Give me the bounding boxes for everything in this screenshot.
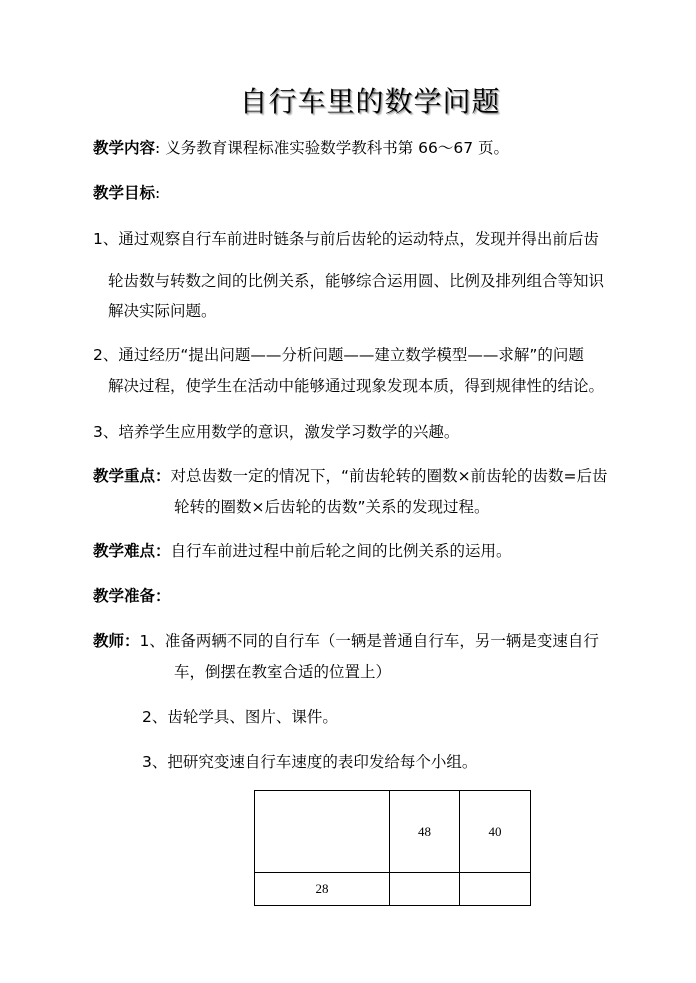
objective-2-line-1: 2、通过经历“提出问题——分析问题——建立数学模型——求解”的问题 (93, 346, 584, 364)
teacher-item-3: 3、把研究变速自行车速度的表印发给每个小组。 (142, 753, 478, 771)
teacher-item-1-line-1: 1、准备两辆不同的自行车（一辆是普通自行车，另一辆是变速自行 (139, 632, 599, 650)
document-title: 自行车里的数学问题 (239, 85, 501, 118)
key-point-sep: ： (155, 467, 171, 485)
objective-3-line-1: 3、培养学生应用数学的意识，激发学习数学的兴趣。 (93, 423, 460, 441)
table-cell (390, 873, 460, 906)
objectives-heading (93, 182, 160, 204)
key-point-label: 教学重点 (93, 467, 156, 485)
table-cell: 28 (255, 873, 390, 906)
objective-2-line-2: 解决过程，使学生在活动中能够通过现象发现本质，得到规律性的结论。 (108, 377, 605, 395)
preparation-label: 教学准备 (93, 587, 156, 605)
table-cell (255, 791, 390, 873)
teacher-item-2: 2、齿轮学具、图片、课件。 (142, 708, 338, 726)
difficulty-sep: ： (155, 542, 171, 560)
difficulty-text: 自行车前进过程中前后轮之间的比例关系的运用。 (170, 542, 512, 560)
objectives-sep: : (155, 184, 161, 202)
table-cell: 48 (390, 791, 460, 873)
teacher-label: 教师 (93, 632, 125, 650)
table-cell: 40 (460, 791, 531, 873)
objective-1-line-3: 解决实际问题。 (108, 302, 217, 320)
teacher-item-1-line-2: 车，倒摆在教室合适的位置上） (174, 663, 392, 681)
speed-table (254, 790, 531, 906)
teaching-content-sep: : (155, 139, 161, 157)
table-row (255, 791, 531, 873)
teacher-item-1 (93, 630, 599, 652)
teacher-sep: ： (124, 632, 140, 650)
difficulty (93, 540, 512, 562)
key-point-line-1: 对总齿数一定的情况下，“前齿轮转的圈数×前齿轮的齿数=后齿 (170, 467, 608, 485)
preparation-sep: ： (155, 587, 171, 605)
key-point (93, 465, 608, 487)
preparation-heading (93, 585, 171, 607)
teaching-content (93, 137, 509, 159)
difficulty-label: 教学难点 (93, 542, 156, 560)
table-cell (460, 873, 531, 906)
objectives-label: 教学目标 (93, 184, 156, 202)
key-point-line-2: 轮转的圈数×后齿轮的齿数”关系的发现过程。 (174, 498, 490, 516)
teaching-content-label: 教学内容 (93, 139, 156, 157)
table-row (255, 873, 531, 906)
objective-1-line-1: 1、通过观察自行车前进时链条与前后齿轮的运动特点，发现并得出前后齿 (93, 230, 599, 248)
objective-1-line-2: 轮齿数与转数之间的比例关系，能够综合运用圆、比例及排列组合等知识 (108, 272, 605, 290)
teaching-content-text: 义务教育课程标准实验数学教科书第 66～67 页。 (165, 139, 509, 157)
